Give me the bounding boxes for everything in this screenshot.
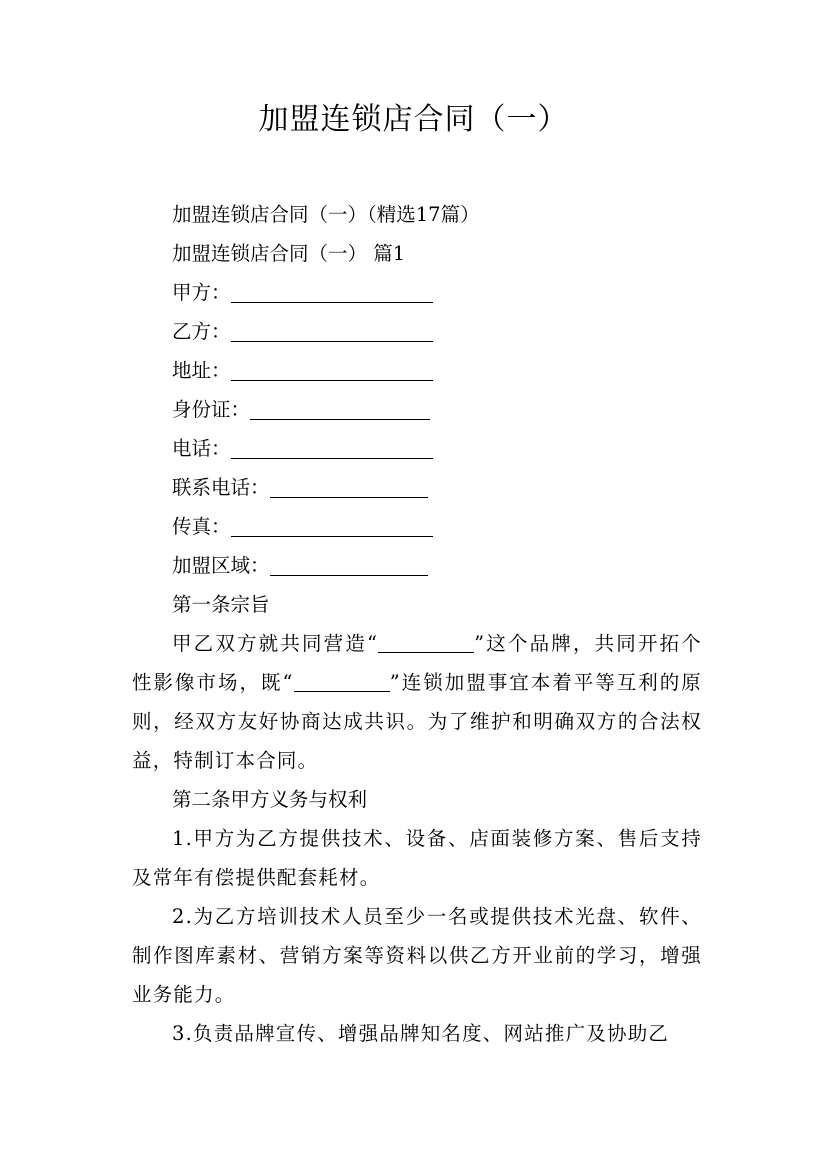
blank-line [231, 359, 433, 381]
blank-line [231, 437, 433, 459]
field-fax [132, 507, 702, 546]
field-label: 地址： [172, 359, 231, 382]
article2-item-2: 2.为乙方培训技术人员至少一名或提供技术光盘、软件、制作图库素材、营销方案等资料以供乙方开业前的学习，增强业务能力。 [132, 905, 702, 1006]
field-label: 电话： [172, 437, 231, 460]
field-id-card [132, 390, 702, 429]
field-party-b [132, 312, 702, 351]
blank-line [231, 320, 433, 342]
section-heading: 加盟连锁店合同（一） 篇1 [172, 242, 406, 265]
field-phone [132, 429, 702, 468]
field-label: 身份证： [172, 398, 251, 421]
field-label: 加盟区域： [172, 554, 270, 577]
article2-item-3: 3.负责品牌宣传、增强品牌知名度、网站推广及协助乙 [172, 1022, 670, 1045]
blank-line [231, 515, 433, 537]
field-address [132, 351, 702, 390]
field-franchise-area [132, 546, 702, 585]
field-label: 乙方： [172, 320, 231, 343]
document-title: 加盟连锁店合同（一） [258, 102, 569, 137]
field-label: 传真： [172, 515, 231, 538]
field-contact-phone [132, 468, 702, 507]
article1-heading: 第一条宗旨 [172, 593, 270, 616]
article1-text-part3: ”连锁加盟事宜本着平等互利的原则，经双方友好协商达成共识。为了维护和明确双方的合法权益，特制订本合同。 [132, 671, 702, 772]
subtitle: 加盟连锁店合同（一）（精选17篇） [172, 203, 480, 226]
field-label: 甲方： [172, 281, 231, 304]
field-party-a [132, 273, 702, 312]
brand-blank [378, 632, 474, 653]
article2-heading: 第二条甲方义务与权利 [172, 788, 368, 811]
blank-line [270, 554, 428, 576]
article1-text-part1: 甲乙双方就共同营造“ [172, 632, 379, 655]
brand-blank-2 [294, 671, 390, 692]
blank-line [250, 398, 430, 420]
field-label: 联系电话： [172, 476, 270, 499]
document-body [132, 195, 702, 1053]
article1-text-part2: ”这个品牌，共同开拓个性影像市场，既“ [132, 632, 702, 694]
blank-line [270, 476, 428, 498]
article2-item-1: 1.甲方为乙方提供技术、设备、店面装修方案、售后支持及常年有偿提供配套耗材。 [132, 827, 702, 889]
article1-text [132, 624, 702, 780]
blank-line [231, 281, 433, 303]
